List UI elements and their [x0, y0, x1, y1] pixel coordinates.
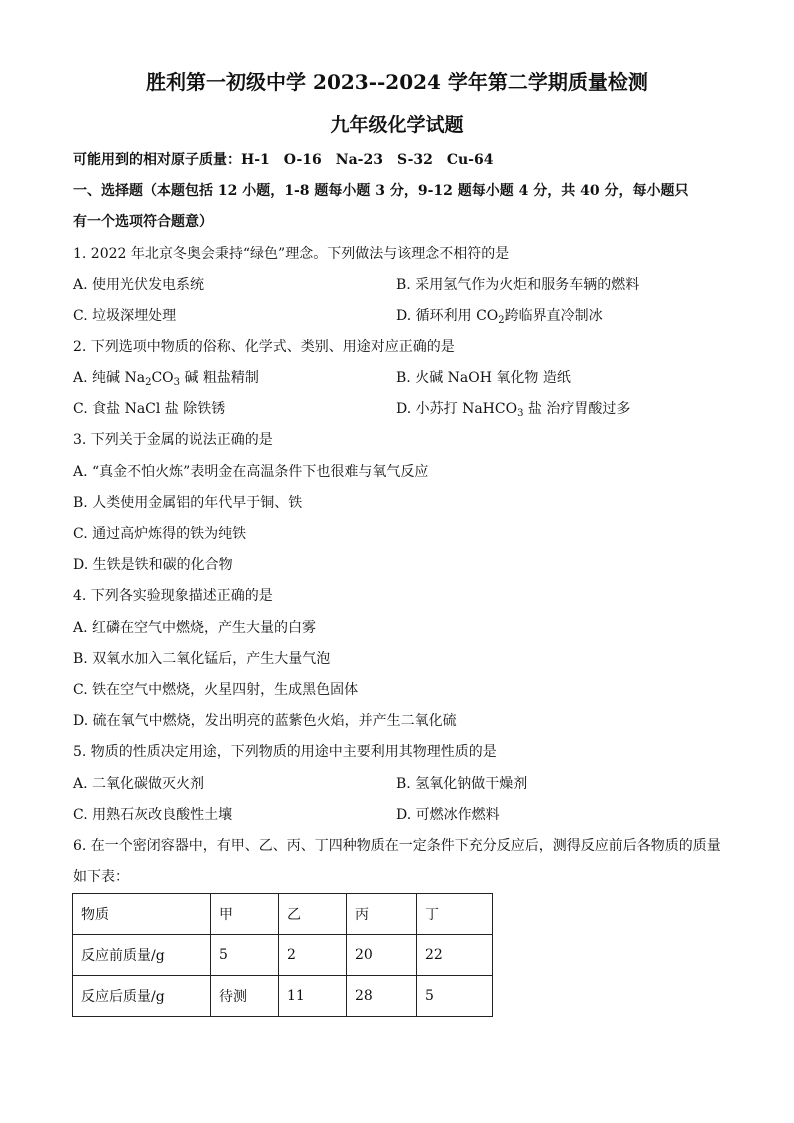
table-cell: 待测 [211, 976, 279, 1017]
q1-option-a: A. 使用光伏发电系统 [73, 277, 205, 293]
q3-option-a: A. “真金不怕火炼”表明金在高温条件下也很难与氧气反应 [73, 464, 429, 480]
mass-table [72, 893, 493, 1017]
table-cell: 5 [211, 935, 279, 976]
table-cell: 5 [417, 976, 493, 1017]
q4-option-c: C. 铁在空气中燃烧，火星四射，生成黑色固体 [73, 682, 359, 698]
table-cell: 丙 [347, 894, 417, 935]
atomic-masses: 可能用到的相对原子质量：H-1 O-16 Na-23 S-32 Cu-64 [73, 152, 494, 168]
table-cell: 20 [347, 935, 417, 976]
q2-option-b: B. 火碱 NaOH 氧化物 造纸 [396, 370, 571, 386]
table-cell: 物质 [73, 894, 211, 935]
q1-option-c: C. 垃圾深埋处理 [73, 308, 177, 324]
section-heading: 一、选择题（本题包括 12 小题，1-8 题每小题 3 分，9-12 题每小题 4 分，共 40 分，每小题只 [73, 183, 689, 199]
q2-option-c: C. 食盐 NaCl 盐 除铁锈 [73, 401, 226, 417]
q5-option-d: D. 可燃冰作燃料 [396, 807, 500, 823]
q4-option-d: D. 硫在氧气中燃烧，发出明亮的蓝紫色火焰，并产生二氧化硫 [73, 713, 457, 729]
q4-option-a: A. 红磷在空气中燃烧，产生大量的白雾 [73, 620, 317, 636]
q5-option-a: A. 二氧化碳做灭火剂 [73, 776, 205, 792]
question-5-stem: 5. 物质的性质决定用途，下列物质的用途中主要利用其物理性质的是 [73, 744, 497, 760]
q5-option-c: C. 用熟石灰改良酸性土壤 [73, 807, 233, 823]
question-6-stem-cont: 如下表： [73, 869, 129, 885]
table-cell: 11 [279, 976, 347, 1017]
q3-option-d: D. 生铁是铁和碳的化合物 [73, 557, 233, 573]
table-cell: 28 [347, 976, 417, 1017]
question-4-stem: 4. 下列各实验现象描述正确的是 [73, 588, 273, 604]
q5-option-b: B. 氢氧化钠做干燥剂 [396, 776, 528, 792]
page-title: 胜利第一初级中学 2023--2024 学年第二学期质量检测 [146, 70, 648, 94]
table-cell: 2 [279, 935, 347, 976]
table-cell: 乙 [279, 894, 347, 935]
table-row [73, 935, 493, 976]
section-heading-cont: 有一个选项符合题意） [73, 214, 213, 230]
table-row [73, 976, 493, 1017]
q1-option-b: B. 采用氢气作为火炬和服务车辆的燃料 [396, 277, 640, 293]
q4-option-b: B. 双氧水加入二氧化锰后，产生大量气泡 [73, 651, 331, 667]
question-1-stem: 1. 2022 年北京冬奥会秉持“绿色”理念。下列做法与该理念不相符的是 [73, 246, 510, 262]
q3-option-c: C. 通过高炉炼得的铁为纯铁 [73, 526, 247, 542]
question-3-stem: 3. 下列关于金属的说法正确的是 [73, 432, 273, 448]
table-cell: 丁 [417, 894, 493, 935]
q1-option-d: D. 循环利用 $CO_2$跨临界直冷制冰 [396, 308, 603, 326]
q2-option-a: A. 纯碱 $Na_2CO_3$ 碱 粗盐精制 [73, 370, 259, 388]
q3-option-b: B. 人类使用金属铝的年代早于铜、铁 [73, 495, 303, 511]
table-header-row [73, 894, 493, 935]
table-cell: 反应前质量/g [73, 935, 211, 976]
table-cell: 甲 [211, 894, 279, 935]
table-cell: 反应后质量/g [73, 976, 211, 1017]
question-2-stem: 2. 下列选项中物质的俗称、化学式、类别、用途对应正确的是 [73, 339, 455, 355]
table-cell: 22 [417, 935, 493, 976]
q2-option-d: D. 小苏打 NaHCO$_3$ 盐 治疗胃酸过多 [396, 401, 631, 419]
page-subtitle: 九年级化学试题 [330, 114, 464, 136]
question-6-stem: 6. 在一个密闭容器中，有甲、乙、丙、丁四种物质在一定条件下充分反应后，测得反应前后各物质的质量 [73, 838, 721, 854]
